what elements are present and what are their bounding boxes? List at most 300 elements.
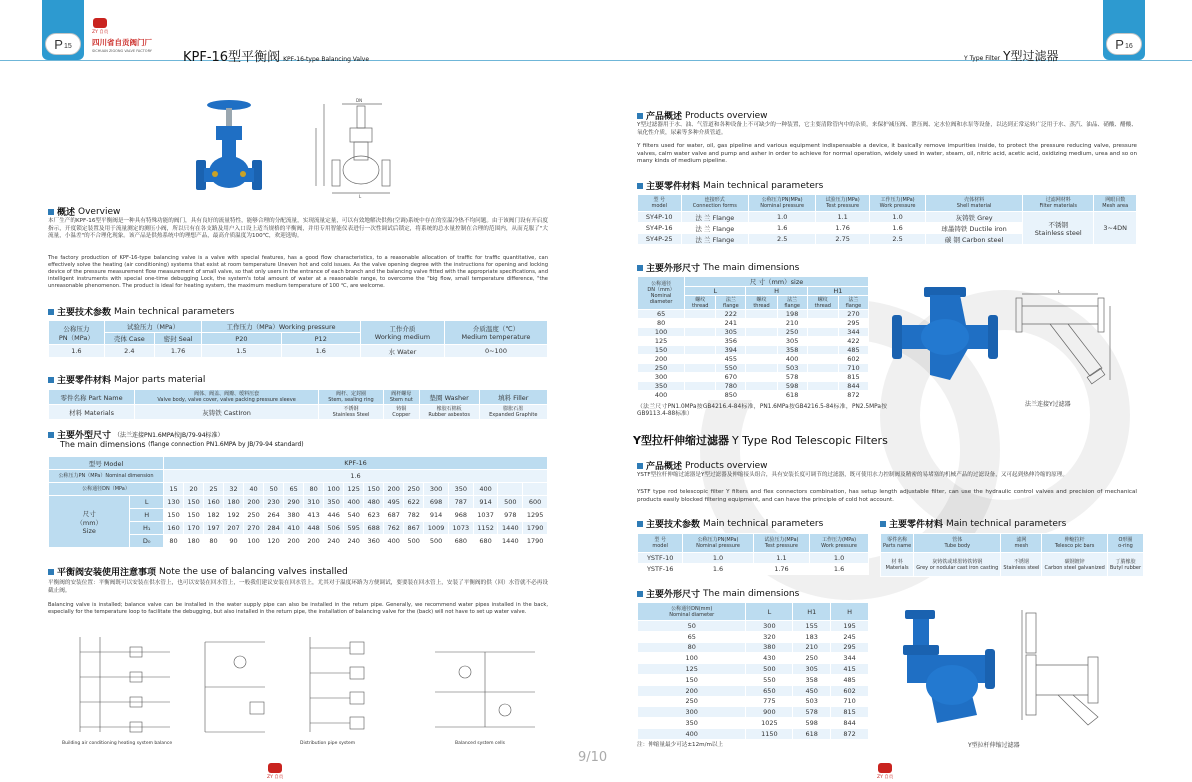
page-number-left: P 15 <box>45 33 81 55</box>
table-cell: 170 <box>184 522 204 535</box>
th-mt-2: 公称压力PN(MPa) Nominal pressure <box>749 195 816 212</box>
table-cell: 150 <box>638 674 746 685</box>
table-cell: 水 Water <box>360 345 444 358</box>
rod-overview-heading: 产品概述 Products overview <box>637 459 768 472</box>
table-cell: 914 <box>473 496 498 509</box>
table-cell: 法 兰 Flange <box>681 212 749 223</box>
table-cell: 1.76 <box>154 345 201 358</box>
overview-text-cn: 本厂生产的KPF-16型平衡阀是一种具有特殊功能的阀门，具有良好的流量特性，能够合理的分配流量，实现流量定量，可以有效地解决供热(空调)系统中存在的室温冷热不均问题。由于该阀门设有开启度指示，开度锁定装置及用于流量测定的测压小阀，所以只有在各支路及用户入口设上适当规格的平衡阀，并用专用智能仪表进行一次性调试后锁定，将系统的总水量控制在合理的范围内，从而克服了"大流量，小温差"的不合理化现象。该产品是供热系统中的理想产品，最高介质温度为100℃，欢迎选购。 <box>48 218 548 240</box>
table-cell: 230 <box>264 496 284 509</box>
table-cell: 500 <box>424 535 449 548</box>
th-tp-0: 型 号 model <box>638 534 683 553</box>
table-cell: 618 <box>777 391 807 400</box>
table-cell: 787 <box>448 496 473 509</box>
th-pn: 公称压力 PN（MPa） <box>49 321 105 345</box>
th-shell: 壳体 Case <box>104 333 154 345</box>
table-cell: 264 <box>264 509 284 522</box>
th-H1: H1 <box>807 287 868 296</box>
table-cell: 670 <box>716 373 746 382</box>
table-cell: 506 <box>324 522 344 535</box>
page-tab-left <box>42 0 84 60</box>
table-cell: 丁腈橡胶 Butyl rubber <box>1107 553 1143 577</box>
table-row <box>638 319 869 328</box>
overview-text-en: The factory production of KPF-16-type balancing valve is a valve with special features, has a good flow characteristics, to a reasonable allocation of traffic for traffic quantitative, can effectively solve the heating (air conditioning) systems that exist at room temperature Uneven hot and cold issues. As the valve opening degree with the instructions for opening and locking device of the pressure measurement flow measurement of small valve, so that only users in the entrance of each branch and the balancing valve fitted with the appropriate specifications, and intelligent instruments with special one-time debugging Lock, the system's total amount of water at a reasonable range, to overcome the "big flow, small temperature difference, "the unreasonable phenomenon. The product is ideal for heating system, the maximum medium temperature of 100 ℃, are welcome. <box>48 255 548 289</box>
table-cell: 198 <box>777 310 807 319</box>
table-cell: 400 <box>777 355 807 364</box>
page-tab-right <box>1103 0 1145 60</box>
table-cell: 100 <box>638 328 685 337</box>
table-cell: 1.0 <box>869 212 925 223</box>
th-model-value: KPF-16 <box>164 457 548 470</box>
table-cell <box>807 346 838 355</box>
table-cell <box>807 319 838 328</box>
rod-overview-text-cn: YSTF型拉杆伸缩过滤器是Y型过滤器及伸缩接头组合，具有安装长度可调节的过滤器，既可使用水力控制阀及精密的易堵塞的机械产品的过滤设备，又可起到热伸冷缩的原理。 <box>637 472 1068 478</box>
th-part: 零件名称 Part Name <box>49 390 135 405</box>
rod-overview-text-en: YSTF type rod telescopic filter Y filters and flex connectors combination, has setup length adjustable filter, can use the hydraulic control valves and precision of mechanical products easily blocked filtering equipment, and can have the principle of cold hot account. <box>637 489 1137 503</box>
th-D0: D₀ <box>130 535 164 548</box>
page-title-right: Y Type Filter Y型过滤器 <box>964 49 1059 63</box>
table-cell: 65 <box>638 631 746 642</box>
table-cell: 270 <box>838 310 868 319</box>
th-tp-3: 工作压力(MPa) Work pressure <box>810 534 869 553</box>
table-cell: 295 <box>831 642 869 653</box>
th-filler: 填料 Filler <box>479 390 547 405</box>
table-cell: 250 <box>793 653 831 664</box>
th-size: 尺寸 （mm） Size <box>49 496 130 548</box>
table-cell: 815 <box>831 707 869 718</box>
table-cell: 200 <box>638 355 685 364</box>
th-rod-dn: 公称通径DN(mm) Nominal diameter <box>638 603 746 621</box>
th-mp-0: 零件名称 Parts name <box>881 534 914 553</box>
table-cell: 240 <box>324 535 344 548</box>
table-cell <box>685 355 716 364</box>
table-cell: 350 <box>324 496 344 509</box>
table-cell: 500 <box>498 496 523 509</box>
th-mt-5: 壳体材料 Shell material <box>926 195 1023 212</box>
dimensions-heading: 主要外型尺寸 （法兰连接PN1.6MPA按JB/79-94标准） <box>48 428 224 441</box>
table-cell: 688 <box>364 522 384 535</box>
th-L: L <box>130 496 164 509</box>
diagram-caption-3: Balanced system cells <box>455 741 506 746</box>
y-dimensions-table <box>637 276 869 400</box>
th-mp-3: 伸缩拉杆 Telesco pic bars <box>1042 534 1107 553</box>
table-cell: 344 <box>831 653 869 664</box>
table-cell: 602 <box>838 355 868 364</box>
table-cell: 422 <box>838 337 868 346</box>
th-mp-4: O形圈 o-ring <box>1107 534 1143 553</box>
table-cell: 310 <box>304 496 324 509</box>
rod-tech-heading: 主要技术参数 Main technical parameters <box>637 517 823 530</box>
table-cell: 480 <box>364 496 384 509</box>
table-cell <box>746 319 777 328</box>
table-cell: 968 <box>448 509 473 522</box>
svg-text:DN: DN <box>356 98 363 103</box>
table-cell: 698 <box>424 496 449 509</box>
install-heading: 平衡阀安装使用注意事项 Note the use of balancing valves installed <box>48 565 348 578</box>
table-cell: 125 <box>638 664 746 675</box>
table-cell: 867 <box>404 522 424 535</box>
table-cell: 250 <box>638 364 685 373</box>
th-mt-1: 连接形式 Connection forms <box>681 195 749 212</box>
table-cell: 455 <box>716 355 746 364</box>
table-cell: 284 <box>264 522 284 535</box>
y-materials-table <box>637 194 1137 245</box>
table-cell: 1790 <box>523 522 548 535</box>
table-cell <box>807 364 838 373</box>
table-cell: 20 <box>184 483 204 496</box>
th-flange: 法兰 flange <box>777 296 807 310</box>
table-cell: 3~4DN <box>1094 212 1137 245</box>
table-cell: 598 <box>793 718 831 729</box>
table-cell: 1.5 <box>202 345 281 358</box>
table-cell: 344 <box>838 328 868 337</box>
table-cell: 241 <box>716 319 746 328</box>
table-cell <box>807 382 838 391</box>
svg-text:L: L <box>359 194 362 199</box>
table-cell: 500 <box>404 535 424 548</box>
table-row <box>638 728 869 739</box>
table-cell: 182 <box>204 509 224 522</box>
table-cell: 80 <box>638 642 746 653</box>
tech-params-table <box>48 320 548 358</box>
table-cell: 1073 <box>448 522 473 535</box>
table-cell: 1152 <box>473 522 498 535</box>
table-cell: 295 <box>838 319 868 328</box>
table-cell: 灰铸铁 CastIron <box>135 405 319 420</box>
table-cell: 650 <box>746 685 793 696</box>
table-cell: 橡胶石棉板 Rubber asbestos <box>419 405 479 420</box>
table-row <box>638 621 869 632</box>
dimensions-table <box>48 456 548 548</box>
table-cell <box>746 355 777 364</box>
table-cell: YSTF-16 <box>638 564 683 575</box>
th-mt-4: 工作压力(MPa) Work pressure <box>869 195 925 212</box>
table-cell: 680 <box>448 535 473 548</box>
table-cell: 15 <box>164 483 184 496</box>
table-cell: 430 <box>746 653 793 664</box>
table-cell: 550 <box>746 674 793 685</box>
brand-logo: ZY 自贡 <box>92 18 108 35</box>
table-cell <box>807 355 838 364</box>
table-cell: 1.6 <box>164 470 548 483</box>
y-dimensions-heading: 主要外形尺寸 The main dimensions <box>637 261 799 274</box>
table-cell: 782 <box>404 509 424 522</box>
table-row <box>638 664 869 675</box>
table-cell: 90 <box>224 535 244 548</box>
table-cell <box>746 346 777 355</box>
table-row <box>638 685 869 696</box>
table-cell: 100 <box>324 483 344 496</box>
th-mt-0: 型 号 model <box>638 195 682 212</box>
table-cell: 0~100 <box>444 345 547 358</box>
table-cell: 914 <box>424 509 449 522</box>
table-cell: 978 <box>498 509 523 522</box>
y-filter-photo <box>890 285 1000 385</box>
table-cell: 210 <box>777 319 807 328</box>
table-cell: 1037 <box>473 509 498 522</box>
table-cell: 400 <box>638 391 685 400</box>
table-cell: 844 <box>831 718 869 729</box>
table-cell: 1.6 <box>49 345 105 358</box>
table-cell: 1025 <box>746 718 793 729</box>
table-cell: 80 <box>304 483 324 496</box>
table-row <box>638 642 869 653</box>
table-cell: 183 <box>793 631 831 642</box>
diagram-balanced-cells <box>425 632 550 740</box>
table-cell: 380 <box>746 642 793 653</box>
table-cell: 775 <box>746 696 793 707</box>
table-cell: 1009 <box>424 522 449 535</box>
table-cell: 300 <box>746 621 793 632</box>
table-cell: 1440 <box>498 522 523 535</box>
table-cell: 碳 钢 Carbon steel <box>926 234 1023 245</box>
table-cell: 150 <box>184 496 204 509</box>
table-cell <box>685 346 716 355</box>
table-cell <box>746 364 777 373</box>
table-cell: 300 <box>424 483 449 496</box>
table-cell: 356 <box>716 337 746 346</box>
diagram-building-heating <box>60 632 185 740</box>
table-cell: 245 <box>831 631 869 642</box>
table-cell <box>685 337 716 346</box>
table-cell: 2.5 <box>869 234 925 245</box>
diagram-distribution <box>195 632 280 740</box>
table-cell: 602 <box>831 685 869 696</box>
table-cell: 1.76 <box>816 223 870 234</box>
table-cell: 300 <box>638 707 746 718</box>
table-cell: 207 <box>224 522 244 535</box>
table-cell: 485 <box>838 346 868 355</box>
table-cell <box>746 328 777 337</box>
table-cell: 150 <box>164 509 184 522</box>
table-cell: 不锈钢 Stainless steel <box>1023 212 1094 245</box>
table-cell: 1790 <box>523 535 548 548</box>
table-cell: 1440 <box>498 535 523 548</box>
y-overview-text-en: Y filters used for water, oil, gas pipeline and various equipment indispensable a device, it basically remove impurities inside, to protect the pressure reducing valve, pressure valves, calm water valve and pump and asher in order to achieve for normal operation, widely used in water, steam, oil, nitric acid, acetic acid, oxidizing medium, urea and so on many kinds of medium pipeline. <box>637 143 1137 165</box>
table-cell: SY4P-16 <box>638 223 682 234</box>
company-name: 四川省自贡阀门厂 SICHUAN ZIGONG VALVE FACTORY <box>92 38 152 53</box>
page-number-right: P 16 <box>1106 33 1142 55</box>
flange-caption: 法兰连接Y过滤器 <box>1025 401 1071 408</box>
rod-dimensions-heading: 主要外形尺寸 The main dimensions <box>637 587 799 600</box>
table-cell: 410 <box>284 522 304 535</box>
table-cell: 膨胀石墨 Expanded Graphite <box>479 405 547 420</box>
table-cell: 1150 <box>746 728 793 739</box>
dimensions-heading-en: The main dimensions (flange connection PN1.6MPA by JB/79-94 standard) <box>60 440 304 449</box>
table-cell: 120 <box>264 535 284 548</box>
table-cell: 192 <box>224 509 244 522</box>
table-cell: 305 <box>716 328 746 337</box>
table-cell: 400 <box>638 728 746 739</box>
table-cell: 1.76 <box>753 564 809 575</box>
th-thread: 螺纹 thread <box>807 296 838 310</box>
table-cell: 400 <box>473 483 498 496</box>
install-text-en: Balancing valve is installed; balance valve can be installed in the water supply pipe can also be installed in the return pipe. Generally, we recommend water pipes installed in the back, especially for the temperature loop to facilitate the debugging, but also installed in the return pipe, the installation of balancing valve for the (back) will not have to set up water valve. <box>48 602 548 615</box>
th-pn-label: 公称压力PN（MPa）Nominal dimension <box>49 470 164 483</box>
table-cell: SY4P-25 <box>638 234 682 245</box>
table-cell: 65 <box>638 310 685 319</box>
table-cell: 850 <box>716 391 746 400</box>
table-cell: 380 <box>284 509 304 522</box>
table-cell: 450 <box>793 685 831 696</box>
th-mt-7: 网眼目数 Mesh area <box>1094 195 1137 212</box>
table-cell <box>685 364 716 373</box>
table-cell: 250 <box>638 696 746 707</box>
table-cell: 578 <box>777 373 807 382</box>
th-medium: 工作介质 Working medium <box>360 321 444 345</box>
table-cell: 80 <box>638 319 685 328</box>
table-cell: 618 <box>793 728 831 739</box>
table-row <box>638 674 869 685</box>
table-cell: 2.5 <box>749 234 816 245</box>
table-cell <box>807 328 838 337</box>
table-cell: 400 <box>344 496 364 509</box>
rod-materials-heading: 主要零件材料 Main technical parameters <box>880 517 1066 530</box>
table-cell: 125 <box>344 483 364 496</box>
table-cell: 290 <box>284 496 304 509</box>
table-cell: 1.1 <box>753 553 809 564</box>
th-p12: P12 <box>281 333 360 345</box>
table-row <box>638 391 869 400</box>
th-rod-H: H <box>831 603 869 621</box>
table-cell: 210 <box>793 642 831 653</box>
table-cell: 305 <box>793 664 831 675</box>
table-cell: 250 <box>244 509 264 522</box>
table-cell: 法 兰 Flange <box>681 223 749 234</box>
table-cell: 1.0 <box>683 553 753 564</box>
table-cell: 1.6 <box>281 345 360 358</box>
table-cell: 法 兰 Flange <box>681 234 749 245</box>
table-cell <box>685 373 716 382</box>
table-cell: 2.75 <box>816 234 870 245</box>
table-cell: 180 <box>184 535 204 548</box>
table-cell: 155 <box>793 621 831 632</box>
th-rod-H1: H1 <box>793 603 831 621</box>
table-cell: 80 <box>164 535 184 548</box>
table-cell: 550 <box>716 364 746 373</box>
page-title-left: KPF-16型平衡阀 KPF-16-type Balancing Valve <box>183 50 370 65</box>
table-cell: 160 <box>164 522 184 535</box>
table-cell: 32 <box>224 483 244 496</box>
table-cell: 680 <box>473 535 498 548</box>
th-H: H <box>746 287 807 296</box>
th-model: 型号 Model <box>49 457 164 470</box>
table-cell: 195 <box>831 621 869 632</box>
rod-dimensions-table <box>637 602 869 740</box>
th-size: 尺 寸（mm）size <box>685 277 869 287</box>
rod-materials-table <box>880 533 1144 577</box>
table-cell: 240 <box>344 535 364 548</box>
table-cell <box>746 373 777 382</box>
table-cell: 400 <box>384 535 404 548</box>
table-cell: 不锈钢 Stainless Steel <box>319 405 384 420</box>
table-cell <box>746 337 777 346</box>
th-flange: 法兰 flange <box>716 296 746 310</box>
table-cell: 1.6 <box>749 223 816 234</box>
table-cell: 不锈钢 Stainless steel <box>1001 553 1042 577</box>
table-cell: 598 <box>777 382 807 391</box>
logo-mark-icon <box>268 763 282 773</box>
table-row <box>638 718 869 729</box>
table-cell: 灰铸铁 Grey <box>926 212 1023 223</box>
table-cell: 1295 <box>523 509 548 522</box>
rod-tech-table <box>637 533 869 575</box>
table-cell: 150 <box>364 483 384 496</box>
table-cell: 710 <box>831 696 869 707</box>
table-cell: 350 <box>638 718 746 729</box>
materials-heading: 主要零件材料 Major parts material <box>48 373 205 386</box>
table-cell: YSTF-10 <box>638 553 683 564</box>
th-thread: 螺纹 thread <box>685 296 716 310</box>
th-L: L <box>685 287 746 296</box>
table-cell: 50 <box>638 621 746 632</box>
table-cell: 320 <box>746 631 793 642</box>
th-mt-6: 过滤网材料 Filter materials <box>1023 195 1094 212</box>
table-cell <box>746 391 777 400</box>
th-flange: 法兰 flange <box>838 296 868 310</box>
th-tp-1: 公称压力PN(MPa) Nominal pressure <box>683 534 753 553</box>
table-cell: 358 <box>793 674 831 685</box>
table-cell <box>807 310 838 319</box>
table-row <box>638 346 869 355</box>
y-overview-heading: 产品概述 Products overview <box>637 109 768 122</box>
table-cell: 1.0 <box>810 553 869 564</box>
th-body: 阀体、阀盖、阀瓣、缓料压套 Valve body, valve cover, valve packing pressure sleeve <box>135 390 319 405</box>
th-mt-3: 试验压力(MPa) Test pressure <box>816 195 870 212</box>
table-cell: 160 <box>204 496 224 509</box>
table-row <box>638 355 869 364</box>
th-tp-2: 试验压力(MPa) Test pressure <box>753 534 809 553</box>
table-cell: 540 <box>344 509 364 522</box>
table-cell: 872 <box>831 728 869 739</box>
table-cell: 200 <box>244 496 264 509</box>
th-work: 工作压力（MPa）Working pressure <box>202 321 361 333</box>
th-H1: H₁ <box>130 522 164 535</box>
table-cell: 200 <box>384 483 404 496</box>
balancing-valve-drawing <box>312 98 410 200</box>
th-p20: P20 <box>202 333 281 345</box>
table-cell: 65 <box>284 483 304 496</box>
table-cell: 100 <box>244 535 264 548</box>
table-cell <box>807 373 838 382</box>
balancing-valve-photo <box>192 98 266 203</box>
table-row <box>638 707 869 718</box>
table-row <box>638 373 869 382</box>
page-indicator: 9/10 <box>578 750 608 765</box>
th-dn-label: 公称通径DN（MPa） <box>49 483 164 496</box>
table-cell: 595 <box>344 522 364 535</box>
table-cell: 394 <box>716 346 746 355</box>
table-cell: 578 <box>793 707 831 718</box>
table-cell: 灰铸铁或球墨铸铁铸钢 Grey or nodular cast iron casting <box>914 553 1001 577</box>
table-cell: 844 <box>838 382 868 391</box>
th-thread: 螺纹 thread <box>746 296 777 310</box>
table-cell: 350 <box>638 382 685 391</box>
table-cell: 270 <box>244 522 264 535</box>
install-text-cn: 平衡阀的安装位置：平衡阀既可以安装在供水管上，也可以安装在回水管上，一般我们建议安装在回水管上，尤其对于温度环路为方便调试，要要装在回水管上，安装了平衡阀的供（回）水管就不必再设截止阀。 <box>48 580 548 594</box>
table-cell: 1.6 <box>869 223 925 234</box>
table-cell: 815 <box>838 373 868 382</box>
th-dn: 公称通径 DN（mm） Nominal diameter <box>638 277 685 310</box>
th-mp-2: 滤网 mesh <box>1001 534 1042 553</box>
table-cell: 150 <box>184 509 204 522</box>
table-cell: 材料 Materials <box>49 405 135 420</box>
diagram-pipe-system <box>290 632 415 740</box>
table-cell: 40 <box>244 483 264 496</box>
table-cell: 125 <box>638 337 685 346</box>
materials-table <box>48 389 548 420</box>
table-cell: 1.6 <box>683 564 753 575</box>
